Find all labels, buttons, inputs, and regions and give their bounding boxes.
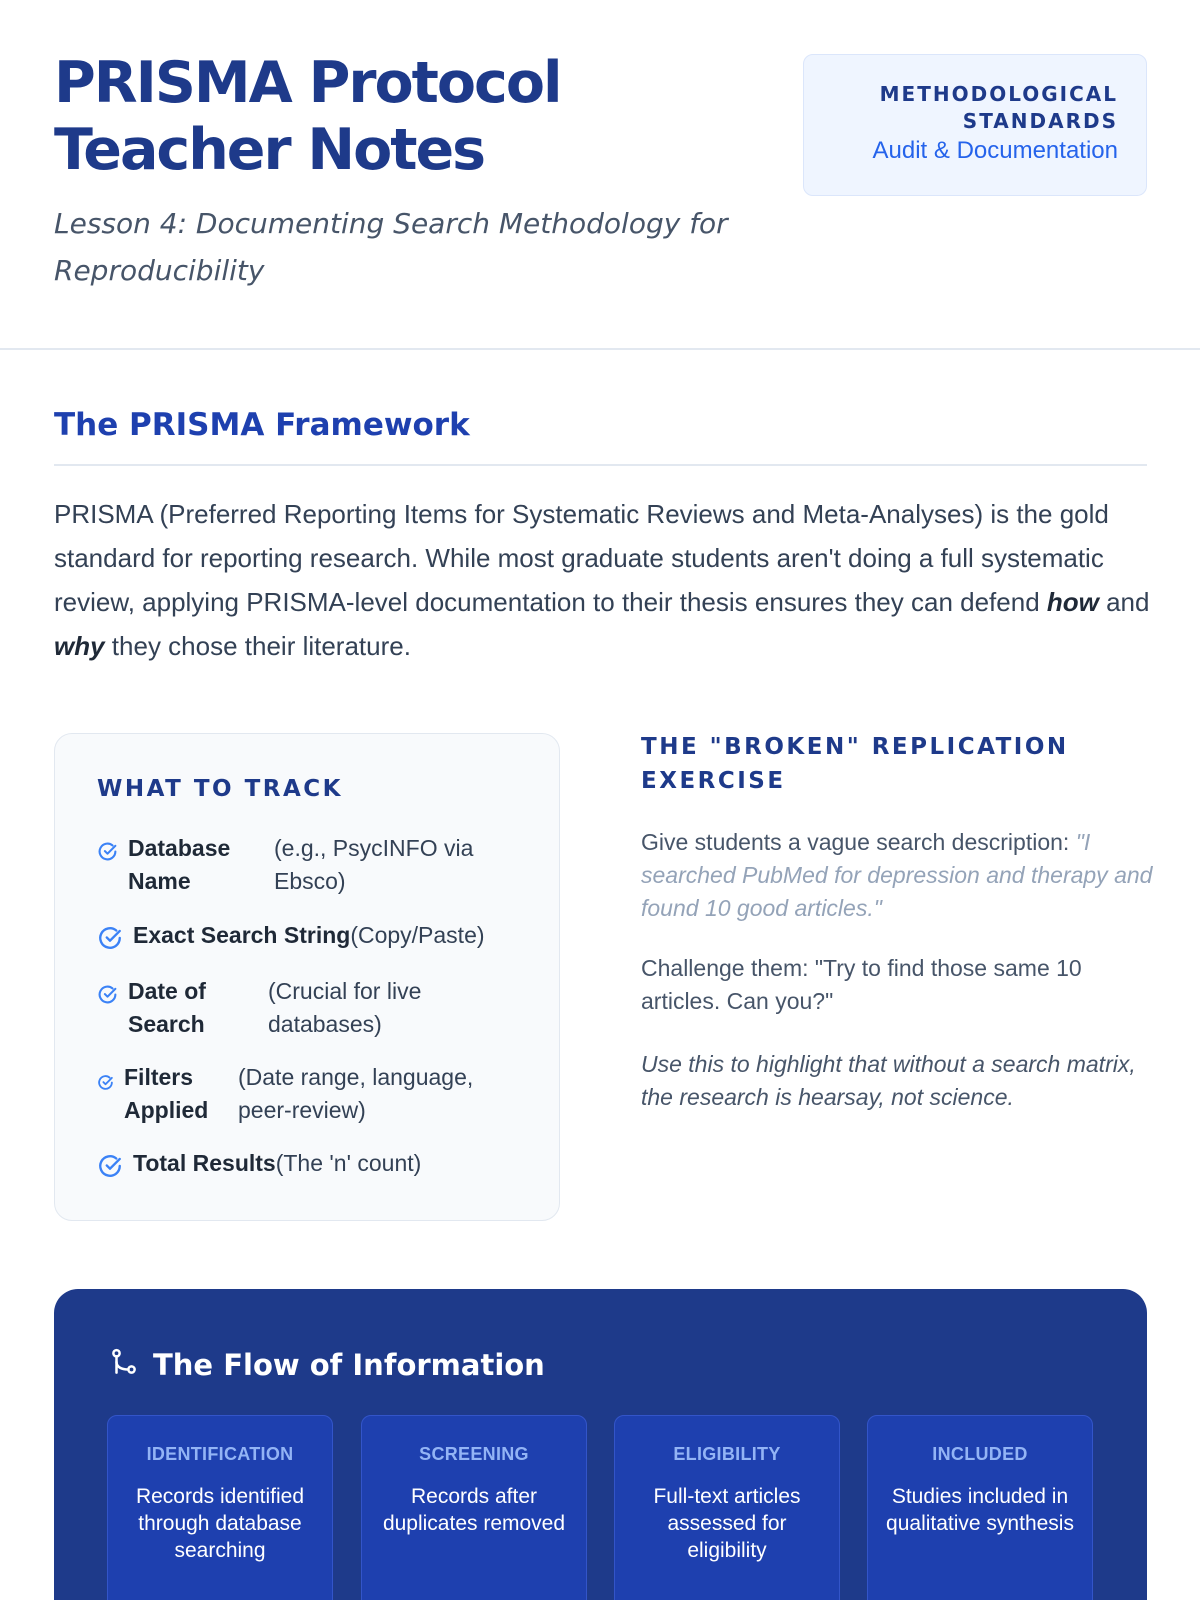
- flow-stage-desc: Full-text articles assessed for eligibility: [653, 1485, 801, 1562]
- broken-exercise-heading: THE "BROKEN" REPLICATION EXERCISE: [641, 734, 1069, 794]
- track-item-note: (Crucial for live databases): [268, 978, 422, 1037]
- track-item: [97, 975, 478, 1041]
- track-item-label: Database Name: [128, 835, 231, 894]
- flow-stage-label: ELIGIBILITY: [673, 1444, 781, 1464]
- vague-search-quote: "I searched PubMed for depression and therapy and found 10 good articles.": [641, 829, 1153, 921]
- intro-why: why: [54, 631, 105, 661]
- flow-stage-label: IDENTIFICATION: [146, 1444, 294, 1464]
- track-item-note: (e.g., PsycINFO via Ebsco): [274, 835, 474, 894]
- intro-text: PRISMA (Preferred Reporting Items for Systematic Reviews and Meta-Analyses) is the gold standard for reporting research. While most graduate students aren't doing a full systematic review, applying PRISMA-level documentation to their thesis ensures they can defend: [54, 499, 1109, 617]
- methodology-badge: [803, 54, 1147, 196]
- intro-end: they chose their literature.: [104, 631, 411, 661]
- flow-stage-desc: Studies included in qualitative synthesis: [886, 1485, 1074, 1535]
- track-item-note: (Date range, language, peer-review): [238, 1064, 474, 1123]
- track-item-note: (The 'n' count): [275, 1150, 422, 1176]
- track-item: [97, 1061, 508, 1127]
- track-item-label: Exact Search String: [133, 922, 351, 948]
- flow-stage-card: [107, 1415, 333, 1600]
- flow-header: [109, 1347, 545, 1382]
- check-circle-icon: [97, 838, 118, 871]
- track-item: [97, 1147, 421, 1188]
- exercise-prompt-text: Give students a vague search description:: [641, 829, 1076, 855]
- flow-stage-label: INCLUDED: [932, 1444, 1028, 1464]
- flow-stage-label: SCREENING: [419, 1444, 529, 1464]
- track-item-label: Total Results: [133, 1150, 276, 1176]
- badge-sub: Audit & Documentation: [872, 137, 1118, 164]
- track-item-label: Filters Applied: [124, 1064, 209, 1123]
- flow-stage-card: [361, 1415, 587, 1600]
- flow-stage-desc: Records after duplicates removed: [382, 1485, 566, 1535]
- track-item: [97, 919, 485, 960]
- flow-of-information-panel: [54, 1289, 1147, 1600]
- intro-how: how: [1046, 587, 1099, 617]
- lesson-subtitle: Lesson 4: Documenting Search Methodology for Reproducibility: [54, 207, 728, 287]
- framework-intro: [54, 492, 1154, 668]
- badge-label: METHODOLOGICAL STANDARDS: [879, 82, 1118, 133]
- framework-heading: The PRISMA Framework: [54, 407, 470, 443]
- track-item: [97, 832, 504, 898]
- git-branch-icon: [109, 1347, 139, 1382]
- flow-stage-card: [614, 1415, 840, 1600]
- track-item-note: (Copy/Paste): [350, 922, 485, 948]
- exercise-challenge: Challenge them: "Try to find those same 10 articles. Can you?": [641, 955, 1082, 1014]
- check-circle-icon: [97, 1067, 114, 1100]
- track-item-label: Date of Search: [128, 978, 206, 1037]
- page-header: [0, 0, 1200, 350]
- check-circle-icon: [97, 1153, 123, 1188]
- flow-stage-desc: Records identified through database searching: [135, 1485, 305, 1562]
- page-title: PRISMA Protocol Teacher Notes: [54, 50, 561, 183]
- track-heading: WHAT TO TRACK: [97, 776, 343, 802]
- exercise-prompt: [641, 826, 1161, 925]
- check-circle-icon: [97, 981, 118, 1014]
- check-circle-icon: [97, 925, 123, 960]
- flow-stage-card: [867, 1415, 1093, 1600]
- exercise-takeaway: Use this to highlight that without a search matrix, the research is hearsay, not science.: [641, 1051, 1136, 1110]
- intro-and: and: [1098, 587, 1150, 617]
- section-divider: [54, 464, 1147, 466]
- what-to-track-card: [54, 733, 560, 1221]
- flow-title: The Flow of Information: [153, 1347, 545, 1382]
